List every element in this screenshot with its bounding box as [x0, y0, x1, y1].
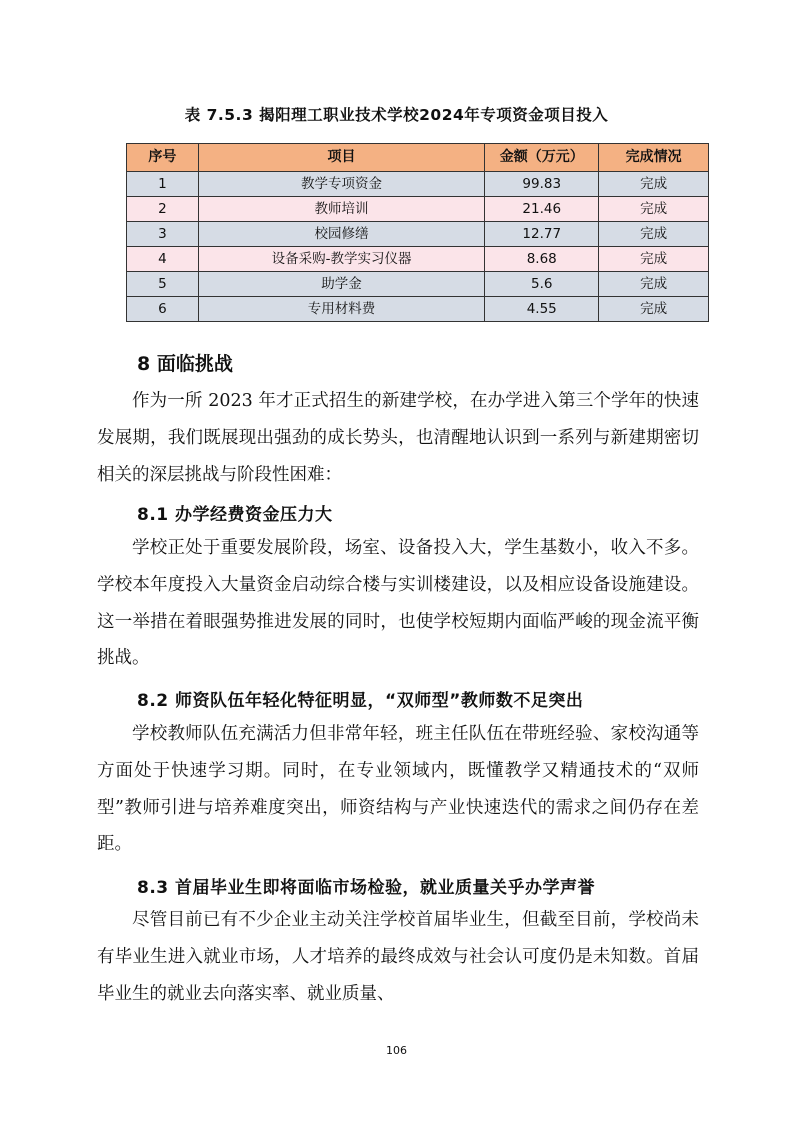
cell-status: 完成 — [599, 272, 709, 297]
table-header-row — [127, 144, 709, 172]
cell-status: 完成 — [599, 222, 709, 247]
header-index: 序号 — [127, 144, 199, 172]
cell-item: 设备采购-教学实习仪器 — [198, 247, 484, 272]
cell-index: 3 — [127, 222, 199, 247]
cell-status: 完成 — [599, 247, 709, 272]
cell-amount: 99.83 — [485, 172, 599, 197]
fund-table — [126, 143, 709, 322]
page-number: 106 — [386, 1044, 407, 1057]
table-row — [127, 172, 709, 197]
table-row — [127, 197, 709, 222]
cell-item: 助学金 — [198, 272, 484, 297]
header-status: 完成情况 — [599, 144, 709, 172]
section-8-1-heading: 8.1 办学经费资金压力大 — [137, 505, 333, 525]
table-row — [127, 272, 709, 297]
section-8-1-body: 学校正处于重要发展阶段，场室、设备投入大，学生基数小，收入不多。学校本年度投入大量资金启动综合楼与实训楼建设，以及相应设备设施建设。这一举措在着眼强势推进发展的同时，也使学校短期内面临严峻的现金流平衡挑战。 — [97, 538, 699, 669]
table-row — [127, 247, 709, 272]
cell-index: 6 — [127, 297, 199, 322]
section-8-2-body: 学校教师队伍充满活力但非常年轻，班主任队伍在带班经验、家校沟通等方面处于快速学习期。同时，在专业领域内，既懂教学又精通技术的“双师型”教师引进与培养难度突出，师资结构与产业快速迭代的需求之间仍存在差距。 — [97, 724, 699, 855]
cell-item: 教学专项资金 — [198, 172, 484, 197]
table-row — [127, 297, 709, 322]
section-8-heading: 8 面临挑战 — [137, 353, 233, 375]
cell-amount: 8.68 — [485, 247, 599, 272]
section-8-3-heading: 8.3 首届毕业生即将面临市场检验，就业质量关乎办学声誉 — [137, 878, 596, 898]
section-8-2-heading: 8.2 师资队伍年轻化特征明显，“双师型”教师数不足突出 — [137, 691, 584, 711]
cell-item: 教师培训 — [198, 197, 484, 222]
section-8-intro: 作为一所 2023 年才正式招生的新建学校，在办学进入第三个学年的快速发展期，我们既展现出强劲的成长势头，也清醒地认识到一系列与新建期密切相关的深层挑战与阶段性困难： — [97, 391, 699, 485]
section-8-3-body: 尽管目前已有不少企业主动关注学校首届毕业生，但截至目前，学校尚未有毕业生进入就业市场，人才培养的最终成效与社会认可度仍是未知数。首届毕业生的就业去向落实率、就业质量、 — [97, 910, 699, 1004]
cell-status: 完成 — [599, 297, 709, 322]
header-item: 项目 — [198, 144, 484, 172]
cell-amount: 5.6 — [485, 272, 599, 297]
header-amount: 金额（万元） — [485, 144, 599, 172]
cell-amount: 21.46 — [485, 197, 599, 222]
cell-status: 完成 — [599, 197, 709, 222]
table-caption: 表 7.5.3 揭阳理工职业技术学校2024年专项资金项目投入 — [184, 106, 609, 124]
table-row — [127, 222, 709, 247]
cell-status: 完成 — [599, 172, 709, 197]
cell-item: 专用材料费 — [198, 297, 484, 322]
cell-index: 4 — [127, 247, 199, 272]
cell-item: 校园修缮 — [198, 222, 484, 247]
cell-amount: 12.77 — [485, 222, 599, 247]
cell-index: 5 — [127, 272, 199, 297]
cell-index: 1 — [127, 172, 199, 197]
cell-amount: 4.55 — [485, 297, 599, 322]
cell-index: 2 — [127, 197, 199, 222]
